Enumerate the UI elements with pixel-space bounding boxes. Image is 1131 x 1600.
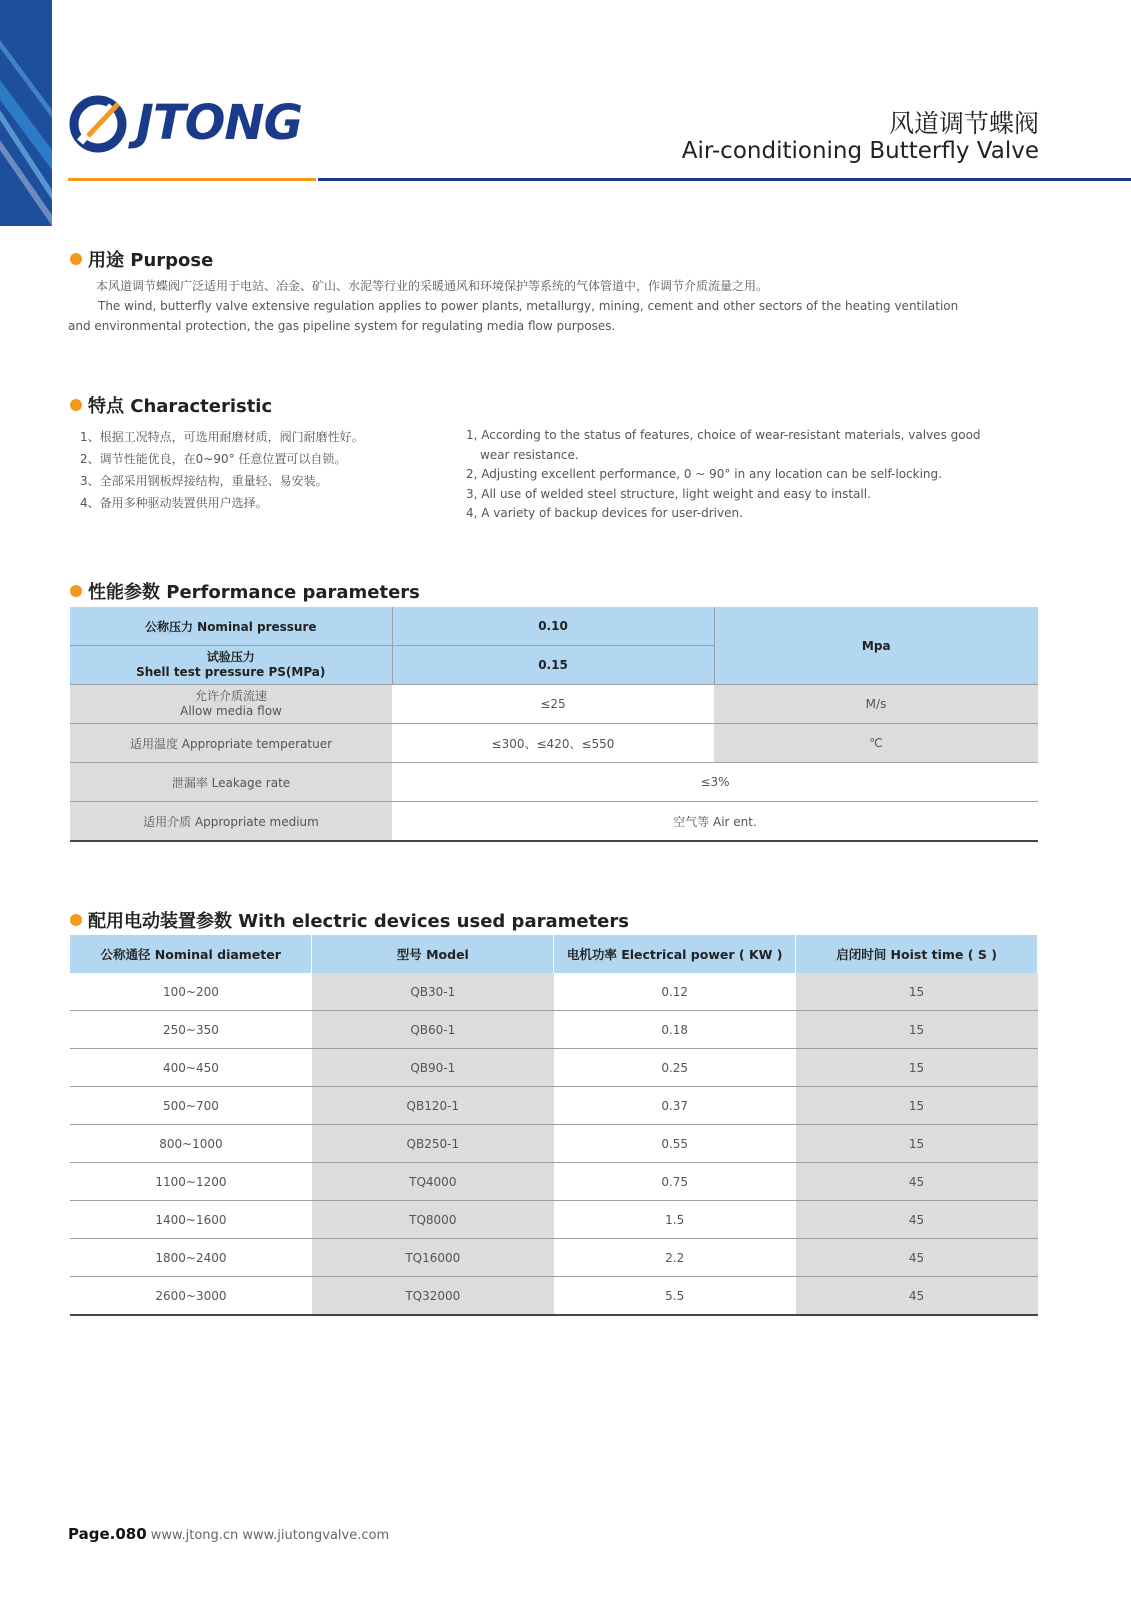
electric-table [70,935,1038,1316]
performance-heading-text: 性能参数 Performance parameters [88,582,420,603]
table-row [70,685,1038,724]
table-cell: 适用介质 Appropriate medium [70,802,392,842]
table-cell: ≤25 [392,685,714,724]
cell-label-cn: 试验压力 [206,650,255,664]
table-cell: 0.75 [554,1163,796,1201]
table-cell: 公称压力 Nominal pressure [70,607,392,646]
table-cell: 1.5 [554,1201,796,1239]
table-row [70,1239,1038,1277]
table-row [70,1011,1038,1049]
list-item: 3, All use of welded steel structure, light weight and easy to install. [466,486,871,501]
list-item: 1、根据工况特点，可选用耐磨材质，阀门耐磨性好。 [80,430,364,444]
footer [68,1525,389,1543]
table-cell: TQ32000 [312,1277,554,1316]
purpose-text-en-2: and environmental protection, the gas pipeline system for regulating media flow purposes. [68,319,616,333]
table-cell: 0.55 [554,1125,796,1163]
characteristic-list-en [466,426,981,524]
characteristic-heading [70,392,272,418]
characteristic-list-cn [80,426,364,514]
column-header: 启闭时间 Hoist time ( S ) [796,935,1038,973]
table-row [70,724,1038,763]
table-cell: 2600~3000 [70,1277,312,1316]
purpose-heading-text: 用途 Purpose [88,250,214,271]
table-row [70,607,1038,646]
table-cell: 15 [796,1011,1038,1049]
table-cell: 泄漏率 Leakage rate [70,763,392,802]
table-cell: 45 [796,1277,1038,1316]
table-cell: ≤3% [392,763,1038,802]
table-cell: 0.37 [554,1087,796,1125]
table-cell: 0.25 [554,1049,796,1087]
table-cell: TQ8000 [312,1201,554,1239]
table-cell: 45 [796,1239,1038,1277]
table-cell: 15 [796,1125,1038,1163]
table-cell: 5.5 [554,1277,796,1316]
table-cell [70,646,392,685]
list-item: 2、调节性能优良，在0~90° 任意位置可以自锁。 [80,452,347,466]
table-cell: 0.18 [554,1011,796,1049]
table-cell: 2.2 [554,1239,796,1277]
table-cell: 45 [796,1163,1038,1201]
electric-heading-text: 配用电动装置参数 With electric devices used parameters [88,911,629,932]
table-cell: QB60-1 [312,1011,554,1049]
cell-label-en: Allow media flow [180,704,282,718]
table-row [70,1277,1038,1316]
table-cell: QB250-1 [312,1125,554,1163]
table-cell: 1100~1200 [70,1163,312,1201]
logo-mark-icon [68,92,130,154]
list-item: 4、备用多种驱动装置供用户选择。 [80,496,268,510]
table-cell: TQ4000 [312,1163,554,1201]
table-row [70,1201,1038,1239]
table-cell: 0.15 [392,646,714,685]
bullet-dot-icon [70,253,82,265]
table-cell: 1800~2400 [70,1239,312,1277]
table-cell: QB120-1 [312,1087,554,1125]
cell-label-cn: 允许介质流速 [194,689,267,703]
table-cell: ≤300、≤420、≤550 [392,724,714,763]
table-row [70,763,1038,802]
pressure-unit-cell: Mpa [714,607,1038,685]
brand-logo [68,92,302,154]
table-cell: 800~1000 [70,1125,312,1163]
electric-heading [70,907,629,933]
cell-label-en: Shell test pressure PS(MPa) [136,665,326,679]
table-cell: 适用温度 Appropriate temperatuer [70,724,392,763]
table-row [70,1049,1038,1087]
bullet-dot-icon [70,399,82,411]
table-cell: 15 [796,1049,1038,1087]
page-title-cn: 风道调节蝶阀 [888,109,1039,138]
purpose-text-cn: 本风道调节蝶阀广泛适用于电站、冶金、矿山、水泥等行业的采暖通风和环境保护等系统的气体管道中，作调节介质流量之用。 [96,279,769,293]
performance-table [70,607,1038,842]
table-row [70,1087,1038,1125]
column-header: 电机功率 Electrical power ( KW ) [554,935,796,973]
list-item: 2, Adjusting excellent performance, 0 ~ 90° in any location can be self-locking. [466,467,942,481]
list-item: 4, A variety of backup devices for user-driven. [466,506,743,520]
table-cell: 0.10 [392,607,714,646]
brand-name: JTONG [136,95,302,151]
table-cell: 空气等 Air ent. [392,802,1038,842]
list-item: wear resistance. [480,447,579,462]
bullet-dot-icon [70,585,82,597]
table-cell: 250~350 [70,1011,312,1049]
table-header-row [70,935,1038,973]
table-cell: 15 [796,1087,1038,1125]
bullet-dot-icon [70,914,82,926]
table-cell: QB30-1 [312,973,554,1011]
table-cell: 15 [796,973,1038,1011]
column-header: 型号 Model [312,935,554,973]
page-number: Page.080 [68,1525,147,1543]
table-cell [70,685,392,724]
column-header: 公称通径 Nominal diameter [70,935,312,973]
table-cell: ℃ [714,724,1038,763]
table-cell: 100~200 [70,973,312,1011]
corner-decoration [0,0,52,226]
table-cell: M/s [714,685,1038,724]
table-row [70,802,1038,842]
header-rule-blue [318,178,1131,181]
footer-urls: www.jtong.cn www.jiutongvalve.com [150,1528,390,1543]
table-cell: QB90-1 [312,1049,554,1087]
header-rule-orange [68,178,316,181]
table-cell: 1400~1600 [70,1201,312,1239]
table-row [70,1163,1038,1201]
purpose-heading [70,246,213,272]
table-cell: TQ16000 [312,1239,554,1277]
list-item: 3、全部采用钢板焊接结构，重量轻、易安装。 [80,474,328,488]
purpose-text-en-1: The wind, butterfly valve extensive regulation applies to power plants, metallurgy, mining, cement and other sectors of the heating ventilation [98,299,959,313]
page-title-en: Air-conditioning Butterfly Valve [681,138,1039,164]
performance-heading [70,578,420,604]
characteristic-heading-text: 特点 Characteristic [88,396,273,417]
table-row [70,973,1038,1011]
table-cell: 500~700 [70,1087,312,1125]
table-row [70,1125,1038,1163]
table-cell: 0.12 [554,973,796,1011]
table-cell: 45 [796,1201,1038,1239]
table-cell: 400~450 [70,1049,312,1087]
list-item: 1, According to the status of features, choice of wear-resistant materials, valves good [466,428,981,442]
